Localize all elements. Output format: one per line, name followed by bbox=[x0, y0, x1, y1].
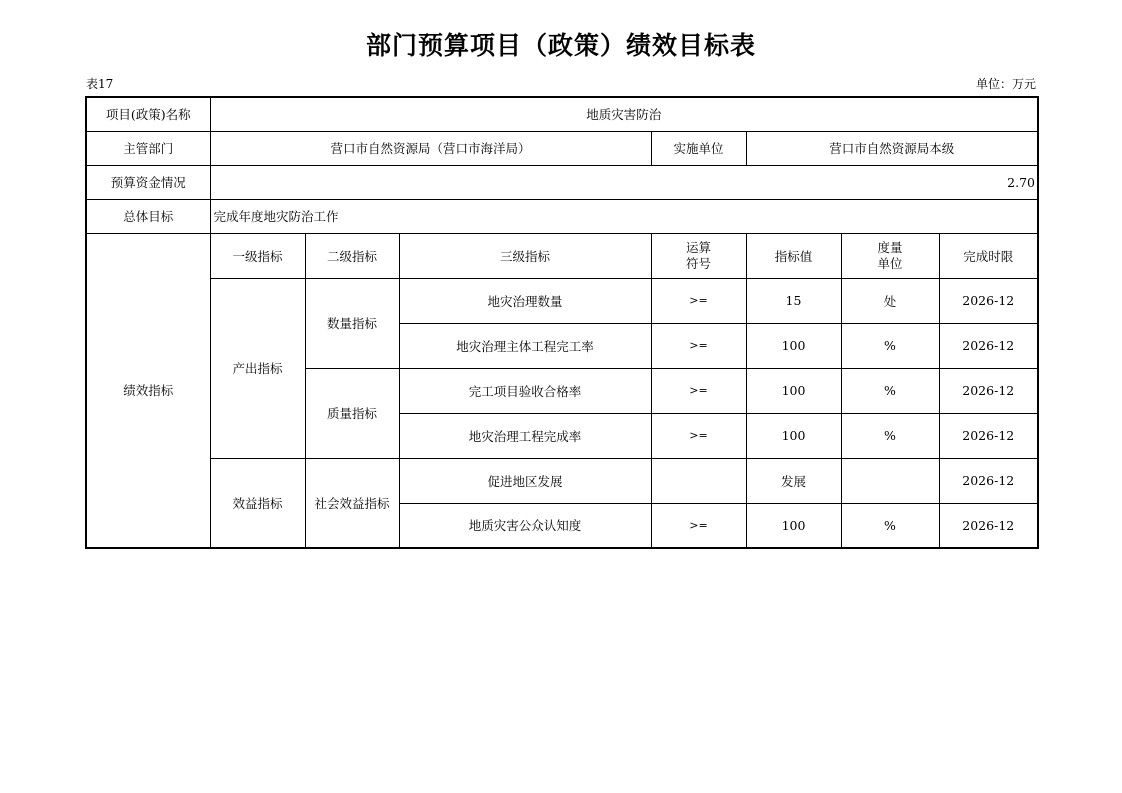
group-output: 产出指标 bbox=[210, 278, 305, 458]
row-value: 100 bbox=[746, 323, 841, 368]
overall-goal-value: 完成年度地灾防治工作 bbox=[210, 199, 1038, 233]
row-level3: 促进地区发展 bbox=[399, 458, 651, 503]
row-level3: 地灾治理数量 bbox=[399, 278, 651, 323]
impl-unit-value: 营口市自然资源局本级 bbox=[746, 131, 1038, 165]
table-row bbox=[86, 458, 1038, 503]
group-benefit: 效益指标 bbox=[210, 458, 305, 548]
header-value: 指标值 bbox=[746, 233, 841, 278]
budget-row bbox=[86, 165, 1038, 199]
row-unit: % bbox=[841, 413, 939, 458]
row-level3: 完工项目验收合格率 bbox=[399, 368, 651, 413]
row-operator: >= bbox=[651, 278, 746, 323]
row-deadline: 2026-12 bbox=[939, 278, 1038, 323]
project-name-label: 项目(政策)名称 bbox=[86, 97, 210, 131]
impl-unit-label: 实施单位 bbox=[651, 131, 746, 165]
project-name-row bbox=[86, 97, 1038, 131]
unit-label: 单位：万元 bbox=[975, 77, 1036, 91]
budget-value: 2.70 bbox=[210, 165, 1038, 199]
row-operator: >= bbox=[651, 323, 746, 368]
overall-goal-label: 总体目标 bbox=[86, 199, 210, 233]
row-level3: 地质灾害公众认知度 bbox=[399, 503, 651, 548]
row-operator: >= bbox=[651, 503, 746, 548]
page-title: 部门预算项目（政策）绩效目标表 bbox=[365, 31, 756, 60]
row-unit: % bbox=[841, 503, 939, 548]
row-deadline: 2026-12 bbox=[939, 413, 1038, 458]
row-deadline: 2026-12 bbox=[939, 323, 1038, 368]
table-number: 表17 bbox=[86, 77, 114, 91]
row-value: 发展 bbox=[746, 458, 841, 503]
row-operator: >= bbox=[651, 368, 746, 413]
row-deadline: 2026-12 bbox=[939, 503, 1038, 548]
group-social: 社会效益指标 bbox=[305, 458, 399, 548]
header-operator: 运算 符号 bbox=[651, 233, 746, 278]
row-operator bbox=[651, 458, 746, 503]
header-level1: 一级指标 bbox=[210, 233, 305, 278]
row-deadline: 2026-12 bbox=[939, 458, 1038, 503]
dept-label: 主管部门 bbox=[86, 131, 210, 165]
row-level3: 地灾治理工程完成率 bbox=[399, 413, 651, 458]
row-unit: 处 bbox=[841, 278, 939, 323]
header-row bbox=[86, 233, 1038, 278]
group-quantity: 数量指标 bbox=[305, 278, 399, 368]
row-value: 100 bbox=[746, 503, 841, 548]
row-operator: >= bbox=[651, 413, 746, 458]
header-deadline: 完成时限 bbox=[939, 233, 1038, 278]
performance-table bbox=[85, 96, 1039, 549]
row-unit: % bbox=[841, 323, 939, 368]
table-row bbox=[86, 278, 1038, 323]
header-unit: 度量 单位 bbox=[841, 233, 939, 278]
budget-label: 预算资金情况 bbox=[86, 165, 210, 199]
perf-label: 绩效指标 bbox=[86, 233, 210, 548]
row-value: 100 bbox=[746, 413, 841, 458]
project-name-value: 地质灾害防治 bbox=[210, 97, 1038, 131]
row-level3: 地灾治理主体工程完工率 bbox=[399, 323, 651, 368]
header-level3: 三级指标 bbox=[399, 233, 651, 278]
row-value: 15 bbox=[746, 278, 841, 323]
row-deadline: 2026-12 bbox=[939, 368, 1038, 413]
overall-goal-row bbox=[86, 199, 1038, 233]
header-level2: 二级指标 bbox=[305, 233, 399, 278]
department-row bbox=[86, 131, 1038, 165]
dept-value: 营口市自然资源局（营口市海洋局） bbox=[210, 131, 651, 165]
row-value: 100 bbox=[746, 368, 841, 413]
row-unit: % bbox=[841, 368, 939, 413]
group-quality: 质量指标 bbox=[305, 368, 399, 458]
row-unit bbox=[841, 458, 939, 503]
